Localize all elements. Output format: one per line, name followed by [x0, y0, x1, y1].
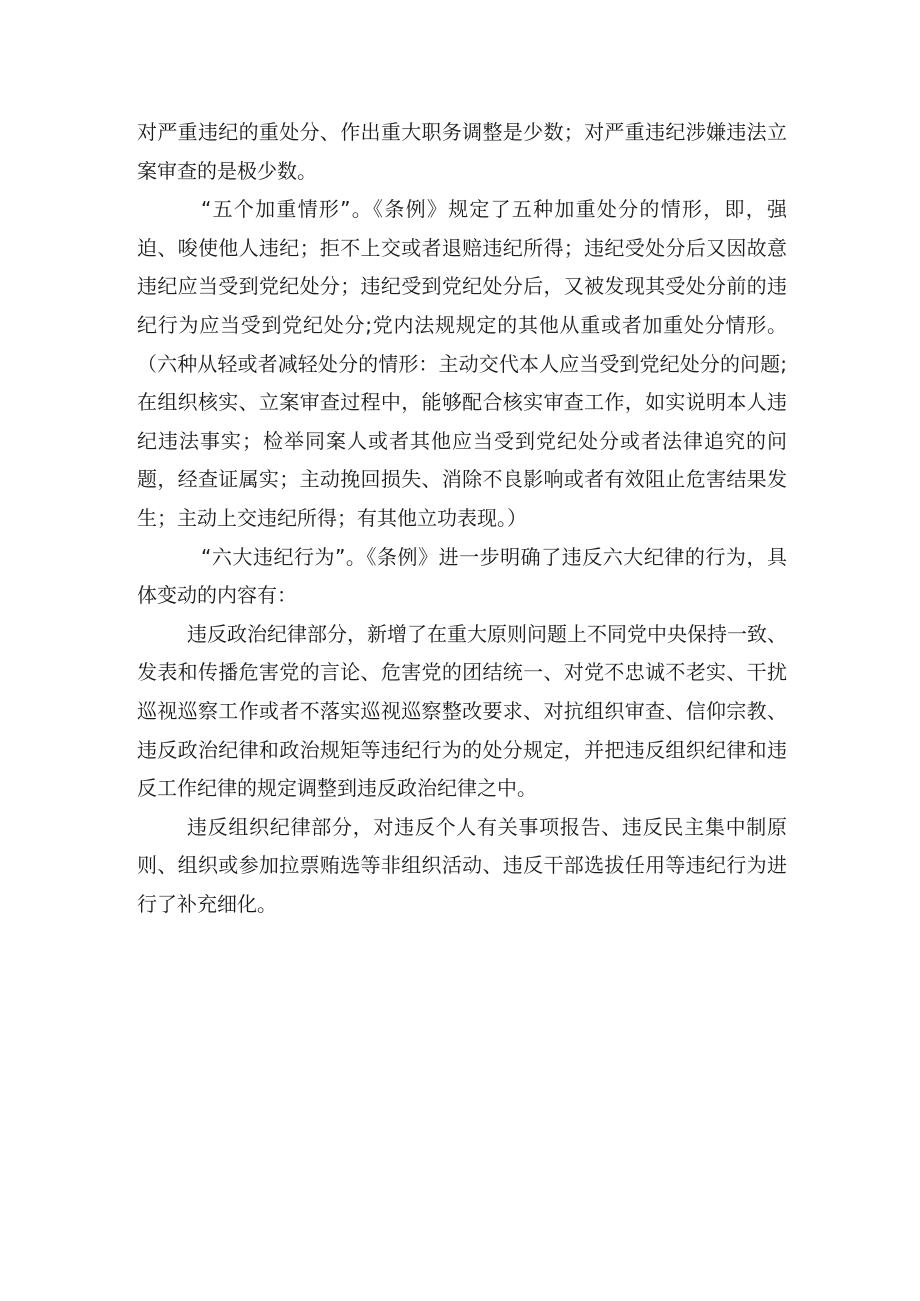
paragraph-six-violations: “六大违纪行为”。《条例》进一步明确了违反六大纪律的行为，具体变动的内容有：	[137, 544, 787, 608]
paragraph-five-aggravating-circumstances: “五个加重情形”。《条例》规定了五种加重处分的情形，即，强迫、唆使他人违纪；拒不上交或者退赔违纪所得；违纪受处分后又因故意违纪应当受到党纪处分；违纪受到党纪处分后，又被发现其受处分前的违纪行为应当受到党纪处分;党内法规规定的其他从重或者加重处分情形。（六种从轻或者减轻处分的情形：主动交代本人应当受到党纪处分的问题;在组织核实、立案审查过程中，能够配合核实审查工作，如实说明本人违纪违法事实；检举同案人或者其他应当受到党纪处分或者法律追究的问题，经查证属实；主动挽回损失、消除不良影响或者有效阻止危害结果发生；主动上交违纪所得；有其他立功表现。）	[137, 197, 787, 530]
document-body	[137, 113, 787, 923]
paragraph-organizational-discipline: 违反组织纪律部分，对违反个人有关事项报告、违反民主集中制原则、组织或参加拉票贿选等非组织活动、违反干部选拔任用等违纪行为进行了补充细化。	[137, 814, 787, 916]
paragraph-political-discipline: 违反政治纪律部分，新增了在重大原则问题上不同党中央保持一致、发表和传播危害党的言论、危害党的团结统一、对党不忠诚不老实、干扰巡视巡察工作或者不落实巡视巡察整改要求、对抗组织审查、信仰宗教、违反政治纪律和政治规矩等违纪行为的处分规定，并把违反组织纪律和违反工作纪律的规定调整到违反政治纪律之中。	[137, 621, 787, 801]
paragraph-continuation: 对严重违纪的重处分、作出重大职务调整是少数；对严重违纪涉嫌违法立案审查的是极少数。	[137, 120, 787, 183]
